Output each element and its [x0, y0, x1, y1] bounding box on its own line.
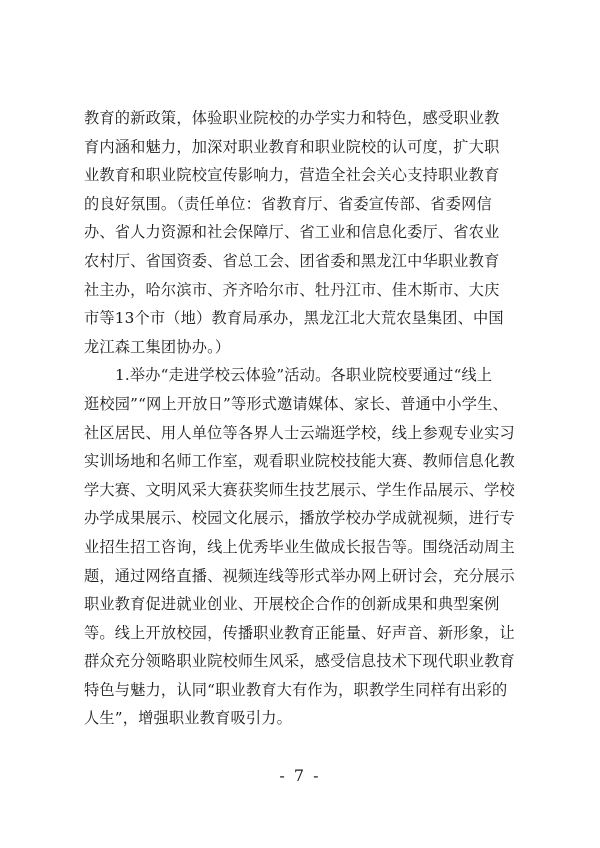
- text-line: 业招生招工咨询，线上优秀毕业生做成长报告等。围绕活动周主: [84, 537, 515, 556]
- text-line: 实训场地和名师工作室，观看职业院校技能大赛、教师信息化教: [84, 452, 515, 471]
- text-line: 特色与魅力，认同“职业教育大有作为，职教学生同样有出彩的: [84, 680, 508, 699]
- text-line: 1.举办“走进学校云体验”活动。各职业院校要通过“线上: [115, 366, 493, 385]
- text-line: 育内涵和魅力，加深对职业教育和职业院校的认可度，扩大职: [84, 137, 500, 156]
- text-line: 市等13个市（地）教育局承办，黑龙江北大荒农垦集团、中国: [84, 309, 504, 328]
- text-line: 办、省人力资源和社会保障厅、省工业和信息化委厅、省农业: [84, 223, 500, 242]
- page-number: - 7 -: [279, 766, 321, 785]
- text-line: 职业教育促进就业创业、开展校企合作的创新成果和典型案例: [84, 595, 500, 614]
- text-line: 人生”，增强职业教育吸引力。: [84, 709, 293, 728]
- text-line: 社区居民、用人单位等各界人士云端逛学校，线上参观专业实习: [84, 423, 515, 442]
- paragraph-1: [84, 104, 516, 361]
- text-line: 的良好氛围。（责任单位：省教育厅、省委宣传部、省委网信: [84, 194, 492, 213]
- text-line: 群众充分领略职业院校师生风采，感受信息技术下现代职业教育: [84, 652, 515, 671]
- text-line: 逛校园”“网上开放日”等形式邀请媒体、家长、普通中小学生、: [84, 394, 508, 413]
- text-line: 社主办，哈尔滨市、齐齐哈尔市、牡丹江市、佳木斯市、大庆: [84, 280, 500, 299]
- text-line: 等。线上开放校园，传播职业教育正能量、好声音、新形象，让: [84, 623, 515, 642]
- text-line: 农村厅、省国资委、省总工会、团省委和黑龙江中华职业教育: [84, 251, 500, 270]
- text-line: 题，通过网络直播、视频连线等形式举办网上研讨会，充分展示: [84, 566, 515, 585]
- paragraph-2: [84, 361, 516, 733]
- text-line: 龙江森工集团协办。）: [84, 337, 231, 356]
- body-text: [84, 104, 516, 733]
- text-line: 学大赛、文明风采大赛获奖师生技艺展示、学生作品展示、学校: [84, 480, 515, 499]
- text-line: 教育的新政策，体验职业院校的办学实力和特色，感受职业教: [84, 109, 500, 127]
- text-line: 业教育和职业院校宣传影响力，营造全社会关心支持职业教育: [84, 166, 500, 185]
- text-line: 办学成果展示、校园文化展示，播放学校办学成就视频，进行专: [84, 509, 515, 528]
